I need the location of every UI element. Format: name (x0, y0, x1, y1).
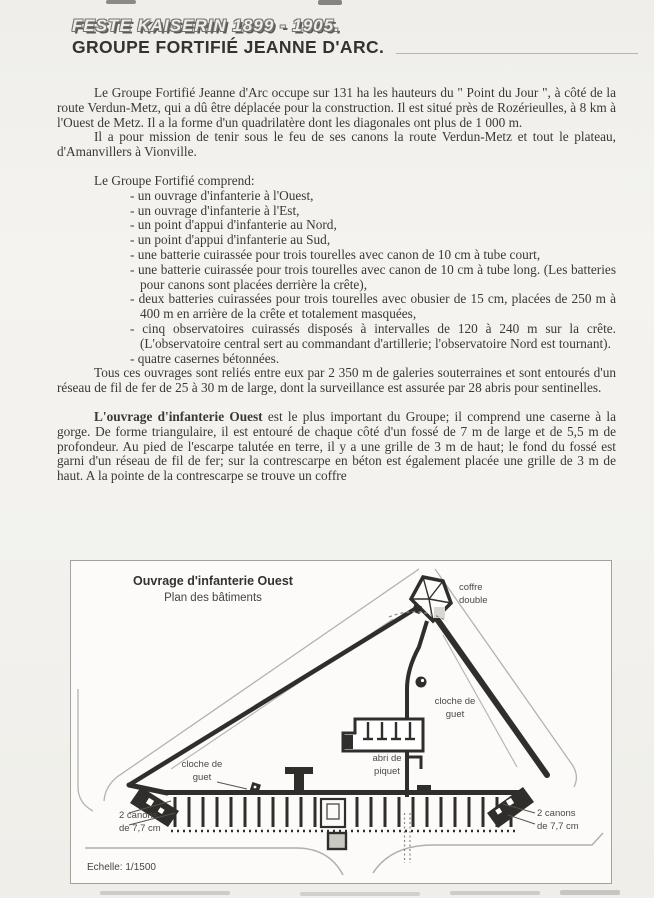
scan-artifact (560, 890, 620, 895)
scan-artifact (100, 891, 230, 895)
page-title: FESTE KAISERIN 1899 - 1905. (72, 16, 340, 35)
scan-artifact (318, 0, 342, 5)
cloche-de-guet-label-left: guet (192, 772, 212, 783)
gorge-rampart (165, 767, 521, 795)
abri-de-piquet-label: abri de (372, 753, 402, 764)
paragraph-lead-bold: L'ouvrage d'infanterie Ouest (94, 408, 263, 424)
scan-artifact (300, 892, 420, 896)
coffre-double-label: coffre (459, 582, 483, 593)
coffre-double-label: double (459, 595, 488, 606)
components-list (130, 189, 616, 367)
scan-artifact (106, 0, 136, 4)
glacis-outline (78, 569, 576, 811)
list-item: - une batterie cuirassée pour trois tourelles avec canon de 10 cm à tube long. (Les batteries pour canons sont placées derrière la crête), (130, 261, 616, 292)
page-subtitle-row (72, 37, 640, 58)
scan-artifact (450, 891, 540, 895)
paragraph-intro: Le Groupe Fortifié Jeanne d'Arc occupe sur 131 ha les hauteurs du " Point du Jour ", à côté de la route Verdun-Metz, qui a dû être déplacée pour la construction. Il est situé près de Rozérieulles, à 8 km à l'Ouest de Metz. Il a la forme d'un quadrilatère dont les diagonales ont plus de 1 000 m. (57, 85, 616, 130)
page-subtitle: GROUPE FORTIFIÉ JEANNE D'ARC. (72, 37, 385, 57)
plan-drawing (71, 561, 611, 883)
body-text (57, 86, 616, 484)
list-item: - un ouvrage d'infanterie à l'Est, (130, 202, 300, 218)
list-item: - un ouvrage d'infanterie à l'Ouest, (130, 187, 314, 203)
paragraph-mission: Il a pour mission de tenir sous le feu de ses canons la route Verdun-Metz et tout le plateau, d'Amanvillers à Vionville. (57, 129, 616, 160)
figure-subtitle: Plan des bâtiments (164, 592, 262, 604)
abri-de-piquet-structure (343, 719, 423, 751)
list-item: - quatre casernes bétonnées. (130, 350, 280, 366)
cloche-de-guet-label-right: cloche de (434, 696, 476, 707)
caserne-structure (171, 797, 517, 849)
dashed-track (405, 813, 411, 863)
scale-label: Echelle: 1/1500 (87, 862, 156, 873)
header-rule (396, 53, 638, 54)
list-item: - deux batteries cuirassées pour trois tourelles avec obusier de 15 cm, placées de 250 m à 400 m en arrière de la crête et totalement masquées, (130, 291, 616, 322)
list-item: - un point d'appui d'infanterie au Sud, (130, 232, 331, 248)
abri-de-piquet-label: piquet (374, 766, 400, 777)
figure-title: Ouvrage d'infanterie Ouest (133, 574, 293, 588)
list-item: - un point d'appui d'infanterie au Nord, (130, 217, 337, 233)
list-item: - cinq observatoires cuirassés disposés à intervalles de 120 à 240 m sur la crête. (L'observatoire central sert au commandant d'artillerie; l'observatoire Nord est tournant). (130, 320, 616, 351)
canons-label-left: 2 canons (119, 810, 158, 821)
caserne-entrance (321, 799, 345, 827)
central-gallery (407, 621, 427, 797)
entrance-annex (328, 833, 346, 849)
paragraph-ouvrage-ouest (57, 410, 616, 484)
canons-label-left: de 7,7 cm (119, 823, 161, 834)
fortification-plan-figure (70, 560, 612, 884)
cloche-de-guet-label-left: cloche de (181, 759, 223, 770)
list-intro: Le Groupe Fortifié comprend: (94, 172, 255, 188)
canons-label-right: de 7,7 cm (537, 821, 579, 832)
cloche-de-guet-right (416, 677, 427, 688)
paragraph-galeries: Tous ces ouvrages sont reliés entre eux par 2 350 m de galeries souterraines et sont entourés d'un réseau de fil de fer de 25 à 30 m de large, dont la surveillance est assurée par 28 abris pour sentinelles. (57, 365, 616, 396)
document-header (72, 16, 640, 58)
canons-label-right: 2 canons (537, 808, 576, 819)
cloche-de-guet-label-right: guet (445, 709, 465, 720)
list-item: - une batterie cuirassée pour trois tourelles avec canon de 10 cm à tube court, (130, 246, 541, 262)
paragraph-lead-rest: est le plus important du Groupe; il comprend une caserne à la gorge. De forme triangulaire, il est entouré de chaque côté d'un fossé de 7 m de large et de 5,5 m de profondeur. Au pied de l'escarpe talutée en terre, il y a une grille de 3 m de haut; le fond du fossé est garni d'un réseau de fil de fer; sur la contrescarpe en béton est également placée une grille de 3 m de haut. A la pointe de la contrescarpe se trouve un coffre (57, 408, 616, 484)
